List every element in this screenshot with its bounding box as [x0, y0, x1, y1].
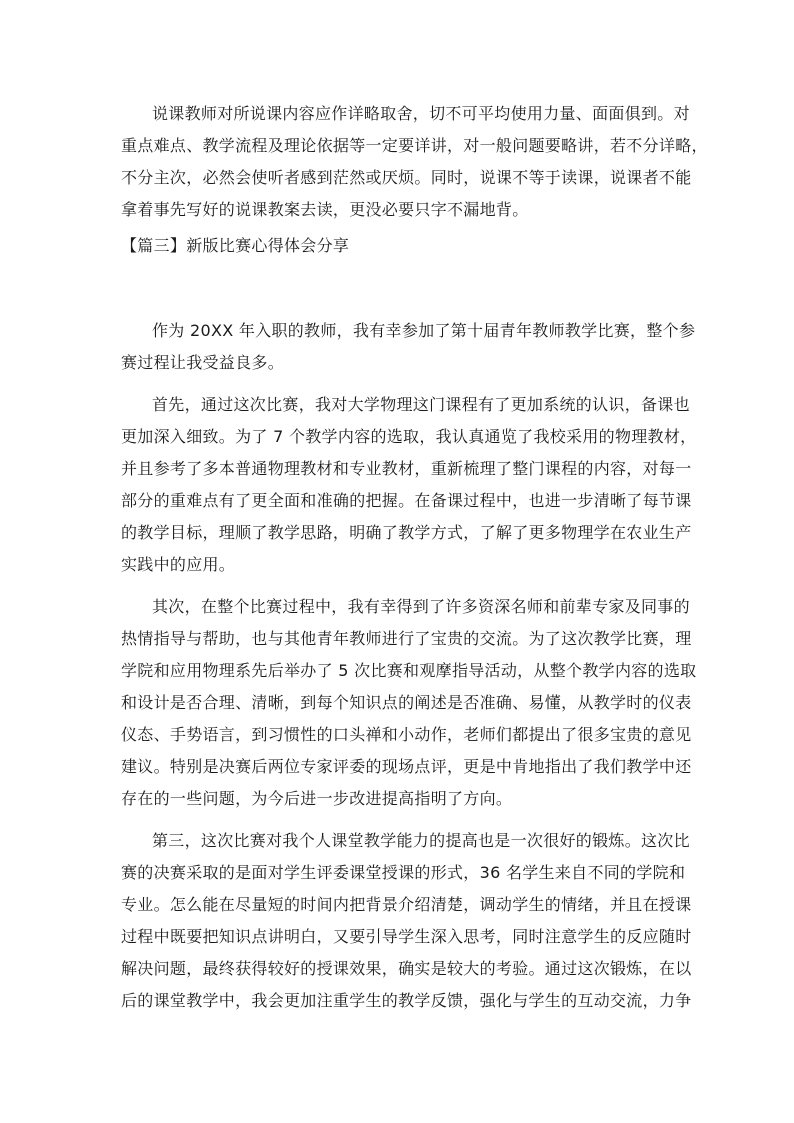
paragraph-2-line: 更加深入细致。为了 7 个教学内容的选取，我认真通览了我校采用的物理教材， — [121, 427, 697, 446]
paragraph-2-line: 部分的重难点有了更全面和准确的把握。在备课过程中，也进一步清晰了每节课 — [121, 491, 692, 510]
paragraph-2-line: 并且参考了多本普通物理教材和专业教材，重新梳理了整门课程的内容，对每一 — [121, 459, 692, 478]
paragraph-2-line: 实践中的应用。 — [121, 555, 236, 574]
paragraph-4-line: 赛的决赛采取的是面对学生评委课堂授课的形式，36 名学生来自不同的学院和 — [121, 863, 686, 882]
paragraph-2-line: 首先，通过这次比赛，我对大学物理这门课程有了更加系统的认识，备课也 — [152, 395, 690, 414]
paragraph-4-line: 过程中既要把知识点讲明白，又要引导学生深入思考，同时注意学生的反应随时 — [121, 927, 692, 946]
paragraph-3-line: 仪态、手势语言，到习惯性的口头禅和小动作，老师们都提出了很多宝贵的意见 — [121, 725, 692, 744]
intro-line: 重点难点、教学流程及理论依据等一定要详讲，对一般问题要略讲，若不分详略， — [121, 136, 708, 155]
paragraph-3-line: 存在的一些问题，为今后进一步改进提高指明了方向。 — [121, 789, 513, 808]
intro-line: 不分主次，必然会使听者感到茫然或厌烦。同时，说课不等于读课，说课者不能 — [121, 168, 692, 187]
paragraph-4-line: 第三，这次比赛对我个人课堂教学能力的提高也是一次很好的锻炼。这次比 — [152, 831, 690, 850]
paragraph-3-line: 学院和应用物理系先后举办了 5 次比赛和观摩指导活动，从整个教学内容的选取 — [121, 661, 697, 680]
paragraph-4-line: 专业。怎么能在尽量短的时间内把背景介绍清楚，调动学生的情绪，并且在授课 — [121, 895, 692, 914]
paragraph-4-line: 解决问题，最终获得较好的授课效果，确实是较大的考验。通过这次锻炼，在以 — [121, 959, 692, 978]
paragraph-3-line: 建议。特别是决赛后两位专家评委的现场点评，更是中肯地指出了我们教学中还 — [121, 757, 692, 776]
paragraph-1-line: 赛过程让我受益良多。 — [121, 353, 285, 372]
paragraph-4-line: 后的课堂教学中，我会更加注重学生的教学反馈，强化与学生的互动交流，力争 — [121, 991, 692, 1010]
paragraph-3-line: 和设计是否合理、清晰，到每个知识点的阐述是否准确、易懂，从教学时的仪表 — [121, 693, 692, 712]
paragraph-2-line: 的教学目标，理顺了教学思路，明确了教学方式，了解了更多物理学在农业生产 — [121, 523, 692, 542]
section-heading: 【篇三】新版比赛心得体会分享 — [121, 236, 350, 255]
intro-line: 拿着事先写好的说课教案去读，更没必要只字不漏地背。 — [121, 200, 529, 219]
paragraph-3-line: 热情指导与帮助，也与其他青年教师进行了宝贵的交流。为了这次教学比赛，理 — [121, 629, 692, 648]
paragraph-3-line: 其次，在整个比赛过程中，我有幸得到了许多资深名师和前辈专家及同事的 — [152, 597, 690, 616]
intro-line: 说课教师对所说课内容应作详略取舍，切不可平均使用力量、面面俱到。对 — [152, 104, 690, 123]
paragraph-1-line: 作为 20XX 年入职的教师，我有幸参加了第十届青年教师教学比赛，整个参 — [152, 321, 696, 340]
